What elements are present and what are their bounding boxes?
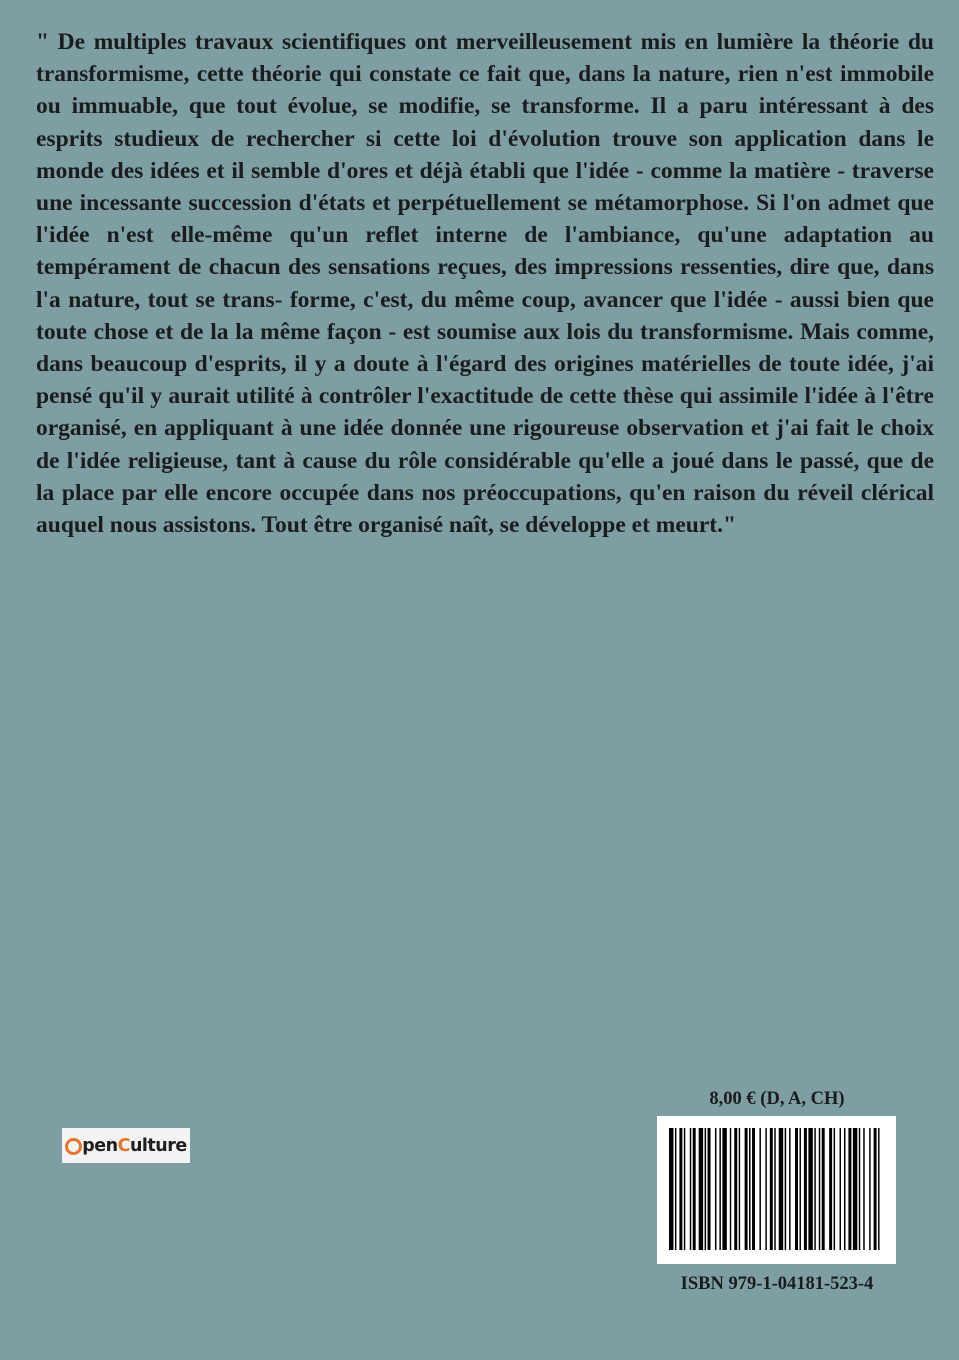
barcode-bar	[699, 1128, 703, 1250]
barcode-bar	[779, 1128, 783, 1250]
barcode-bar	[722, 1128, 726, 1250]
barcode-bar	[795, 1128, 798, 1250]
barcode-bar	[749, 1128, 750, 1250]
barcode-bar	[804, 1128, 807, 1250]
barcode-bar	[675, 1128, 676, 1250]
barcode-bar	[705, 1128, 706, 1250]
logo-text-part2: ulture	[129, 1135, 187, 1156]
barcode-bar	[834, 1128, 835, 1250]
barcode-bar	[715, 1128, 716, 1250]
barcode-bar	[869, 1128, 870, 1250]
barcode-bar	[874, 1128, 877, 1250]
barcode-bar	[829, 1128, 832, 1250]
barcode-bar	[799, 1128, 800, 1250]
isbn-label: ISBN 979-1-04181-523-4	[680, 1274, 874, 1294]
barcode-bar	[770, 1128, 773, 1250]
barcode-bar	[745, 1128, 748, 1250]
logo-text-c: C	[117, 1135, 130, 1156]
barcode-bar	[863, 1128, 864, 1250]
barcode-icon	[657, 1116, 896, 1264]
barcode-bar	[840, 1128, 841, 1250]
barcode-bar	[730, 1128, 731, 1250]
publisher-logo	[62, 1128, 190, 1163]
barcode-bar	[819, 1128, 820, 1250]
barcode-bar	[853, 1128, 857, 1250]
barcode-bar	[739, 1128, 740, 1250]
barcode-bar	[822, 1128, 825, 1250]
isbn-barcode	[657, 1116, 896, 1264]
barcode-bar	[789, 1128, 790, 1250]
logo-text-part1: pen	[82, 1135, 118, 1156]
barcode-bar	[708, 1128, 711, 1250]
barcode-bar	[759, 1128, 760, 1250]
barcode-bar	[774, 1128, 775, 1250]
barcode-bar	[848, 1128, 851, 1250]
barcode-bar	[808, 1128, 812, 1250]
price-label: 8,00 € (D, A, CH)	[709, 1089, 845, 1109]
barcode-bar	[765, 1128, 766, 1250]
barcode-bar	[679, 1128, 682, 1250]
barcode-bar	[684, 1128, 685, 1250]
barcode-bar	[690, 1128, 691, 1250]
barcode-bar	[734, 1128, 737, 1250]
barcode-bar	[844, 1128, 845, 1250]
back-cover-blurb: " De multiples travaux scientifiques ont merveilleusement mis en lumière la théorie du transformisme, cette théorie qui constate ce fait que, dans la nature, rien n'est immobile ou immuable, que tout évolue, se modifie, se transforme. Il a paru intéressant à des esprits studieux de rechercher si cette loi d'évolution trouve son application dans le monde des idées et il semble d'ores et déjà établi que l'idée - comme la matière - traverse une incessante succession d'états et perpétuellement se métamorphose. Si l'on admet que l'idée n'est elle-même qu'un reflet interne de l'ambiance, qu'une adaptation au tempérament de chacun des sensations reçues, des impressions ressenties, dire que, dans l'a nature, tout se trans- forme, c'est, du même coup, avancer que l'idée - aussi bien que toute chose et de la la même façon - est soumise aux lois du transformisme. Mais comme, dans beaucoup d'esprits, il y a doute à l'égard des origines matérielles de toute idée, j'ai pensé qu'il y aurait utilité à contrôler l'exactitude de cette thèse qui assimile l'idée à l'être organisé, en appliquant à une idée donnée une rigoureuse observation et j'ai fait le choix de l'idée religieuse, tant à cause du rôle considérable qu'elle a joué dans le passé, que de la place par elle encore occupée dans nos préoccupations, qu'en raison du réveil clérical auquel nous assistons. Tout être organisé naît, se développe et meurt."	[36, 29, 934, 539]
logo-o-ring-icon	[65, 1138, 82, 1155]
barcode-bar	[878, 1128, 879, 1250]
barcode-bar	[752, 1128, 755, 1250]
barcode-bar	[814, 1128, 815, 1250]
barcode-bar	[859, 1128, 860, 1250]
barcode-bar	[693, 1128, 696, 1250]
barcode-bar	[785, 1128, 786, 1250]
barcode-bar	[669, 1128, 673, 1250]
barcode-bar	[719, 1128, 720, 1250]
